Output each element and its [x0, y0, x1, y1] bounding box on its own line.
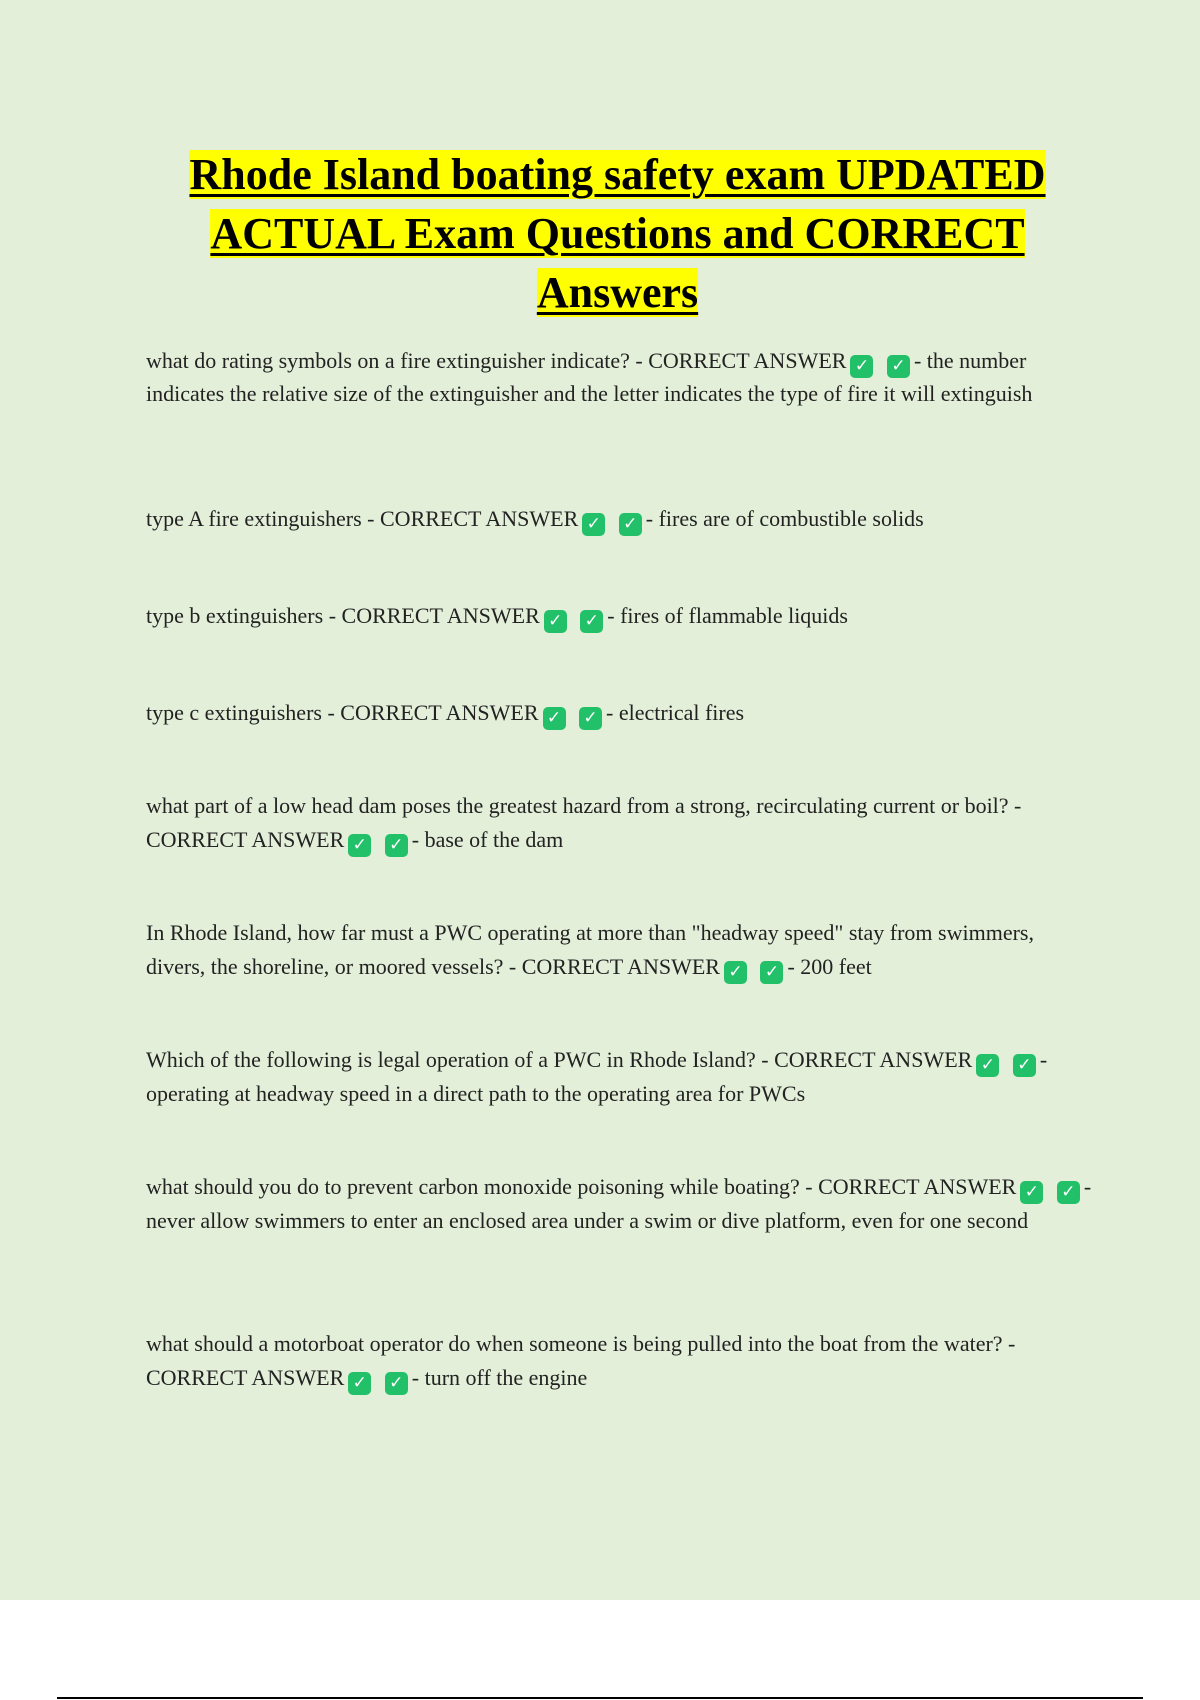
check-mark-icon: ✓	[385, 834, 408, 857]
question-text: what should a motorboat operator do when someone is being pulled into the boat from the water? - CORRECT ANSWER	[146, 1331, 1016, 1390]
check-mark-icon: ✓	[619, 513, 642, 536]
document-title	[140, 145, 1095, 322]
answer-text: - electrical fires	[606, 700, 745, 725]
check-mark-icon: ✓	[348, 834, 371, 857]
answer-text: - 200 feet	[787, 954, 872, 979]
question-text: what should you do to prevent carbon monoxide poisoning while boating? - CORRECT ANSWER	[146, 1174, 1017, 1199]
qa-item	[146, 916, 1096, 984]
question-text: what do rating symbols on a fire extinguisher indicate? - CORRECT ANSWER	[146, 348, 847, 373]
check-mark-icon: ✓	[348, 1372, 371, 1395]
question-text: type A fire extinguishers - CORRECT ANSWER	[146, 506, 579, 531]
check-mark-icon: ✓	[760, 961, 783, 984]
footer-rule	[57, 1697, 1143, 1699]
check-mark-icon: ✓	[724, 961, 747, 984]
check-mark-icon: ✓	[850, 355, 873, 378]
check-mark-icon: ✓	[543, 707, 566, 730]
qa-item	[146, 1043, 1096, 1111]
answer-text: - fires are of combustible solids	[645, 506, 924, 531]
question-text: Which of the following is legal operation of a PWC in Rhode Island? - CORRECT ANSWER	[146, 1047, 973, 1072]
check-mark-icon: ✓	[1020, 1181, 1043, 1204]
answer-text: - the number indicates the relative size of the extinguisher and the letter indicates the type of fire it will extinguish	[146, 348, 1033, 406]
question-text: type b extinguishers - CORRECT ANSWER	[146, 603, 540, 628]
check-mark-icon: ✓	[580, 610, 603, 633]
check-mark-icon: ✓	[976, 1054, 999, 1077]
qa-item	[146, 600, 1096, 633]
question-text: type c extinguishers - CORRECT ANSWER	[146, 700, 539, 725]
document-title-text: Rhode Island boating safety exam UPDATED ACTUAL Exam Questions and CORRECT Answers	[189, 150, 1046, 317]
check-mark-icon: ✓	[544, 610, 567, 633]
qa-item	[146, 1170, 1096, 1237]
check-mark-icon: ✓	[385, 1372, 408, 1395]
answer-text: - never allow swimmers to enter an enclosed area under a swim or dive platform, even for one second	[146, 1174, 1092, 1233]
check-mark-icon: ✓	[1057, 1181, 1080, 1204]
qa-item	[146, 697, 1096, 730]
check-mark-icon: ✓	[1013, 1054, 1036, 1077]
question-text: In Rhode Island, how far must a PWC operating at more than "headway speed" stay from swimmers, divers, the shoreline, or moored vessels? - CORRECT ANSWER	[146, 920, 1034, 979]
check-mark-icon: ✓	[582, 513, 605, 536]
qa-item	[146, 503, 1096, 536]
question-text: what part of a low head dam poses the greatest hazard from a strong, recirculating current or boil? - CORRECT ANSWER	[146, 793, 1022, 852]
check-mark-icon: ✓	[887, 355, 910, 378]
qa-item	[146, 345, 1096, 409]
qa-item	[146, 1327, 1096, 1395]
answer-text: - base of the dam	[411, 827, 564, 852]
answer-text: - operating at headway speed in a direct path to the operating area for PWCs	[146, 1047, 1048, 1106]
answer-text: - turn off the engine	[411, 1365, 588, 1390]
qa-item	[146, 789, 1096, 857]
answer-text: - fires of flammable liquids	[607, 603, 848, 628]
check-mark-icon: ✓	[579, 707, 602, 730]
